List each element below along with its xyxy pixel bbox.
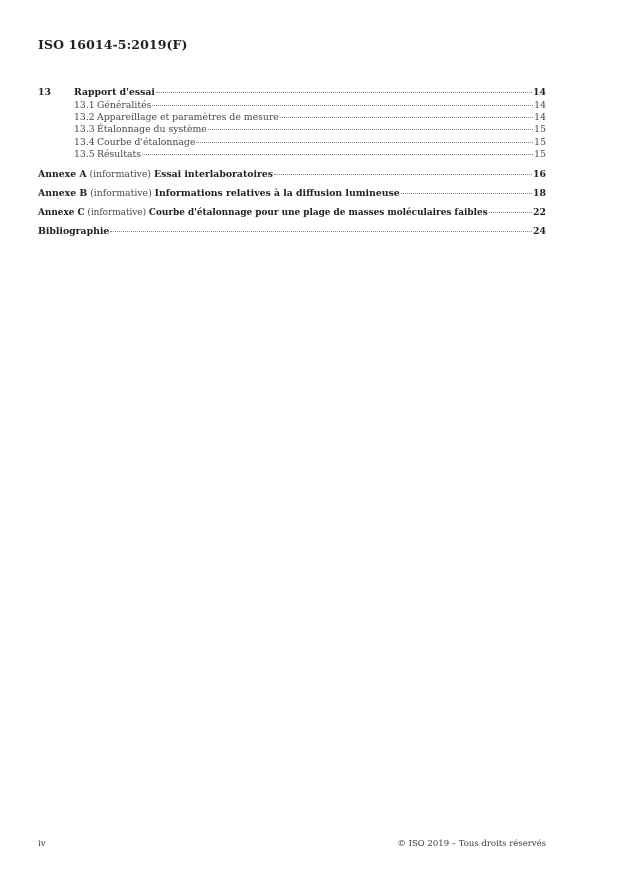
toc-entry-annex-b[interactable] (38, 184, 546, 203)
toc-page-number: 14 (533, 87, 546, 98)
dot-leader (274, 174, 532, 175)
footer-page-number: iv (38, 839, 46, 849)
annex-title: Essai interlaboratoires (154, 169, 274, 181)
toc-subclause-number: 13.1 (74, 99, 95, 111)
toc-page-number: 14 (534, 111, 546, 123)
toc-page-number: 15 (534, 124, 546, 136)
toc-subclause-number: 13.3 (74, 124, 95, 136)
toc-clause-title: Rapport d'essai (74, 87, 155, 98)
annex-type: (informative) (90, 188, 152, 200)
toc-clause-number: 13 (38, 87, 51, 98)
toc-subclause-number: 13.4 (74, 136, 95, 148)
toc-page-number: 15 (534, 149, 546, 161)
toc-entry-13-1[interactable] (38, 100, 546, 112)
dot-leader (208, 129, 533, 130)
dot-leader (280, 117, 533, 118)
toc-entry-clause-13[interactable] (38, 87, 546, 100)
table-of-contents (38, 87, 546, 241)
dot-leader (142, 154, 533, 155)
toc-subclause-number: 13.5 (74, 149, 95, 161)
toc-subclause-title: Résultats (97, 149, 142, 161)
bibliography-title: Bibliographie (38, 226, 110, 238)
toc-page-number: 16 (533, 169, 546, 181)
dot-leader (152, 105, 533, 106)
annex-title: Courbe d'étalonnage pour une plage de masses moléculaires faibles (148, 208, 488, 219)
toc-page-number: 18 (533, 188, 546, 200)
footer-copyright: © ISO 2019 – Tous droits réservés (397, 839, 546, 849)
annex-label: Annexe A (38, 169, 87, 181)
toc-entry-13-3[interactable] (38, 124, 546, 136)
annex-type: (informative) (87, 208, 147, 219)
dot-leader (110, 231, 532, 232)
toc-subclause-title: Étalonnage du système (97, 124, 207, 136)
toc-entry-13-4[interactable] (38, 137, 546, 149)
annex-type: (informative) (89, 169, 152, 181)
toc-entry-13-5[interactable] (38, 149, 546, 161)
toc-entry-annex-a[interactable] (38, 165, 546, 184)
toc-subclause-number: 13.2 (74, 111, 95, 123)
toc-entry-bibliography[interactable] (38, 222, 546, 241)
toc-page-number: 24 (533, 226, 546, 238)
dot-leader (156, 92, 532, 93)
dot-leader (196, 142, 533, 143)
toc-subclause-title: Appareillage et paramètres de mesure (97, 111, 279, 123)
annex-label: Annexe C (38, 208, 85, 219)
toc-page-number: 15 (534, 136, 546, 148)
toc-page-number: 14 (534, 99, 546, 111)
toc-entry-13-2[interactable] (38, 112, 546, 124)
annex-label: Annexe B (38, 188, 88, 200)
annex-title: Informations relatives à la diffusion lumineuse (154, 188, 400, 200)
toc-page-number: 22 (533, 207, 546, 219)
toc-subclause-title: Généralités (97, 99, 152, 111)
document-header-id: ISO 16014-5:2019(F) (38, 37, 188, 52)
dot-leader (489, 212, 532, 213)
toc-subclause-title: Courbe d'étalonnage (97, 136, 196, 148)
toc-entry-annex-c[interactable] (38, 203, 546, 222)
dot-leader (401, 193, 532, 194)
